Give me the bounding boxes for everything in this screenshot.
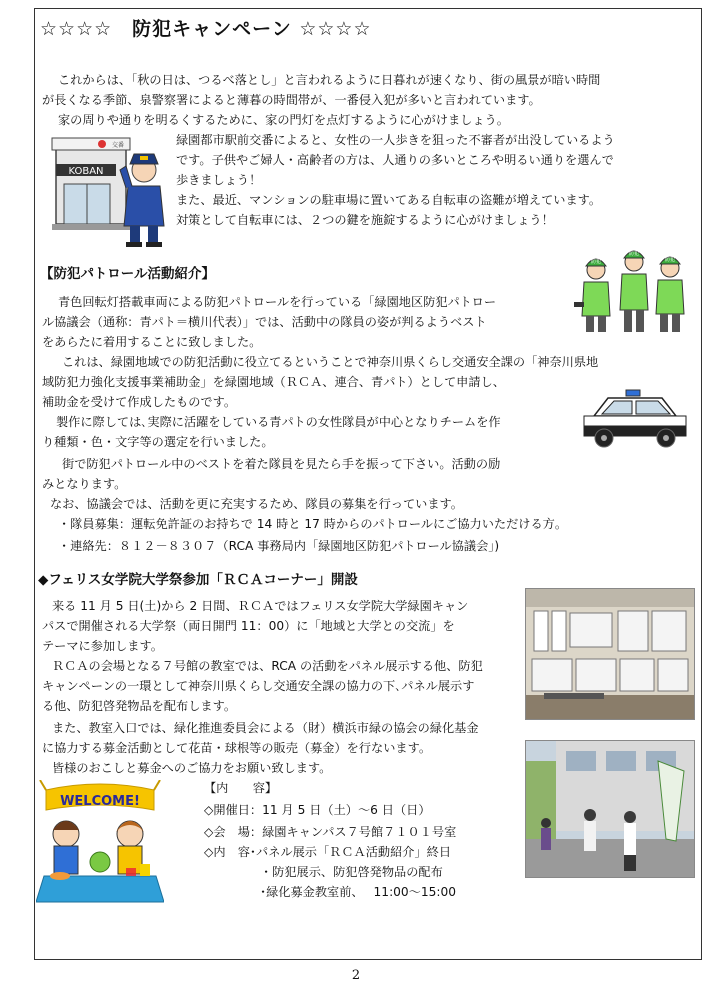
ferris-text-line: また、教室入口では、緑化推進委員会による（財）横浜市緑の協会の緑化基金: [52, 721, 479, 735]
koban-text-line: です。子供やご婦人・高齢者の方は、人通りの多いところや明るい通りを選んで: [176, 153, 614, 167]
patrol-car-illustration: [580, 386, 690, 454]
koban-text-line: また、最近、マンションの駐車場に置いてある自転車の盗難が増えています。: [176, 193, 602, 207]
vest-label: 防犯: [590, 259, 602, 265]
patrol-text-line: ル協議会（通称：青パト＝横川代表）」では、活動中の隊員の姿が判るようベスト: [42, 315, 487, 329]
page-number: 2: [351, 968, 361, 983]
details-item: ･緑化募金教室前、 11:00～15:00: [260, 885, 456, 899]
details-heading: 【内 容】: [204, 781, 278, 795]
patrol-text-line: みとなります。: [42, 477, 127, 491]
patrol-text-line: 街で防犯パトロール中のベストを着た隊員を見たら手を振って下さい。活動の励: [62, 457, 501, 471]
koban-small-sign: 交番: [112, 142, 125, 149]
koban-text-line: 歩きましょう！: [176, 173, 262, 187]
ferris-text-line: パスで開催される大学祭（両日開門 11：00）に「地域と大学との交流」を: [42, 619, 455, 633]
vest-label: 防犯: [628, 251, 640, 257]
ferris-text-line: テーマに参加します。: [42, 639, 163, 653]
campus-booth-photo: [525, 740, 695, 878]
details-venue: ◇会 場：緑園キャンパス７号館７１０１号室: [204, 825, 457, 839]
ferris-text-line: 来る 11 月 5 日(土)から 2 日間、ＲＣＡではフェリス女学院大学緑園キャン: [52, 599, 469, 613]
patrol-text-line: 補助金を受けて作成したものです。: [42, 395, 237, 409]
koban-text-line: 対策として自転車には、２つの鍵を施錠するように心がけましょう！: [176, 213, 554, 227]
koban-sign-text: KOBAN: [68, 166, 104, 177]
details-date: ◇開催日：11 月 5 日（土）～6 日（日）: [204, 803, 431, 817]
patrol-heading: 【防犯パトロール活動紹介】: [40, 266, 215, 282]
panel-exhibit-photo: [525, 588, 695, 720]
welcome-illustration: [36, 780, 164, 910]
patrol-recruit-line: ・隊員募集：運転免許証のお持ちで 14 時と 17 時からのパトロールにご協力いただける方。: [58, 517, 568, 531]
details-contents: ◇内 容･パネル展示「ＲＣＡ活動紹介」終日: [204, 845, 452, 859]
patrol-text-line: これは、緑園地域での防犯活動に役立てるということで神奈川県くらし交通安全課の「神奈川県地: [62, 355, 599, 369]
vest-label: 防犯: [664, 257, 676, 263]
intro-line: 家の周りや通りを明るくするために、家の門灯を点灯するように心がけましょう。: [58, 113, 509, 127]
koban-text-line: 緑園都市駅前交番によると、女性の一人歩きを狙った不審者が出没しているよう: [176, 133, 615, 147]
ferris-text-line: 皆様のおこしと募金へのご協力をお願い致します。: [52, 761, 332, 775]
page-title: ☆☆☆☆ 防犯キャンペーン ☆☆☆☆: [40, 18, 372, 40]
koban-illustration: [42, 130, 172, 252]
patrol-text-line: 域防犯力強化支援事業補助金」を緑園地域（ＲＣＡ、連合、青パト）として申請し、: [42, 375, 505, 389]
ferris-text-line: に協力する募金活動として花苗・球根等の販売（募金）を行ないます。: [42, 741, 432, 755]
patrol-members-illustration: [572, 244, 694, 336]
patrol-text-line: 製作に際しては､実際に活躍をしている青パトの女性隊員が中心となりチームを作: [56, 415, 501, 429]
ferris-text-line: キャンペーンの一環として神奈川県くらし交通安全課の協力の下､パネル展示す: [42, 679, 475, 693]
intro-line: これからは、「秋の日は、つるべ落とし」と言われるように日暮れが速くなり、街の風景が暗い時間: [58, 73, 601, 87]
details-item: ・防犯展示、防犯啓発物品の配布: [260, 865, 443, 879]
patrol-text-line: をあらたに着用することに致しました。: [42, 335, 262, 349]
ferris-text-line: る他、防犯啓発物品を配布します。: [42, 699, 237, 713]
ferris-text-line: ＲＣＡの会場となる７号館の教室では、RCA の活動をパネル展示する他、防犯: [52, 659, 483, 673]
patrol-text-line: なお、協議会では、活動を更に充実するため、隊員の募集を行っています。: [50, 497, 463, 511]
intro-line: が長くなる季節、泉警察署によると薄暮の時間帯が、一番侵入犯が多いと言われています。: [42, 93, 541, 107]
ferris-heading: ◆フェリス女学院大学祭参加「ＲＣＡコーナー」開設: [38, 572, 358, 588]
welcome-sign-text: WELCOME!: [60, 794, 140, 809]
patrol-text-line: 青色回転灯搭載車両による防犯パトロールを行っている「緑園地区防犯パトロー: [58, 295, 497, 309]
patrol-contact-line: ・連絡先：８１２－８３０７（RCA 事務局内「緑園地区防犯パトロール協議会」): [58, 539, 500, 553]
patrol-text-line: り種類・色・文字等の選定を行いました。: [42, 435, 274, 449]
